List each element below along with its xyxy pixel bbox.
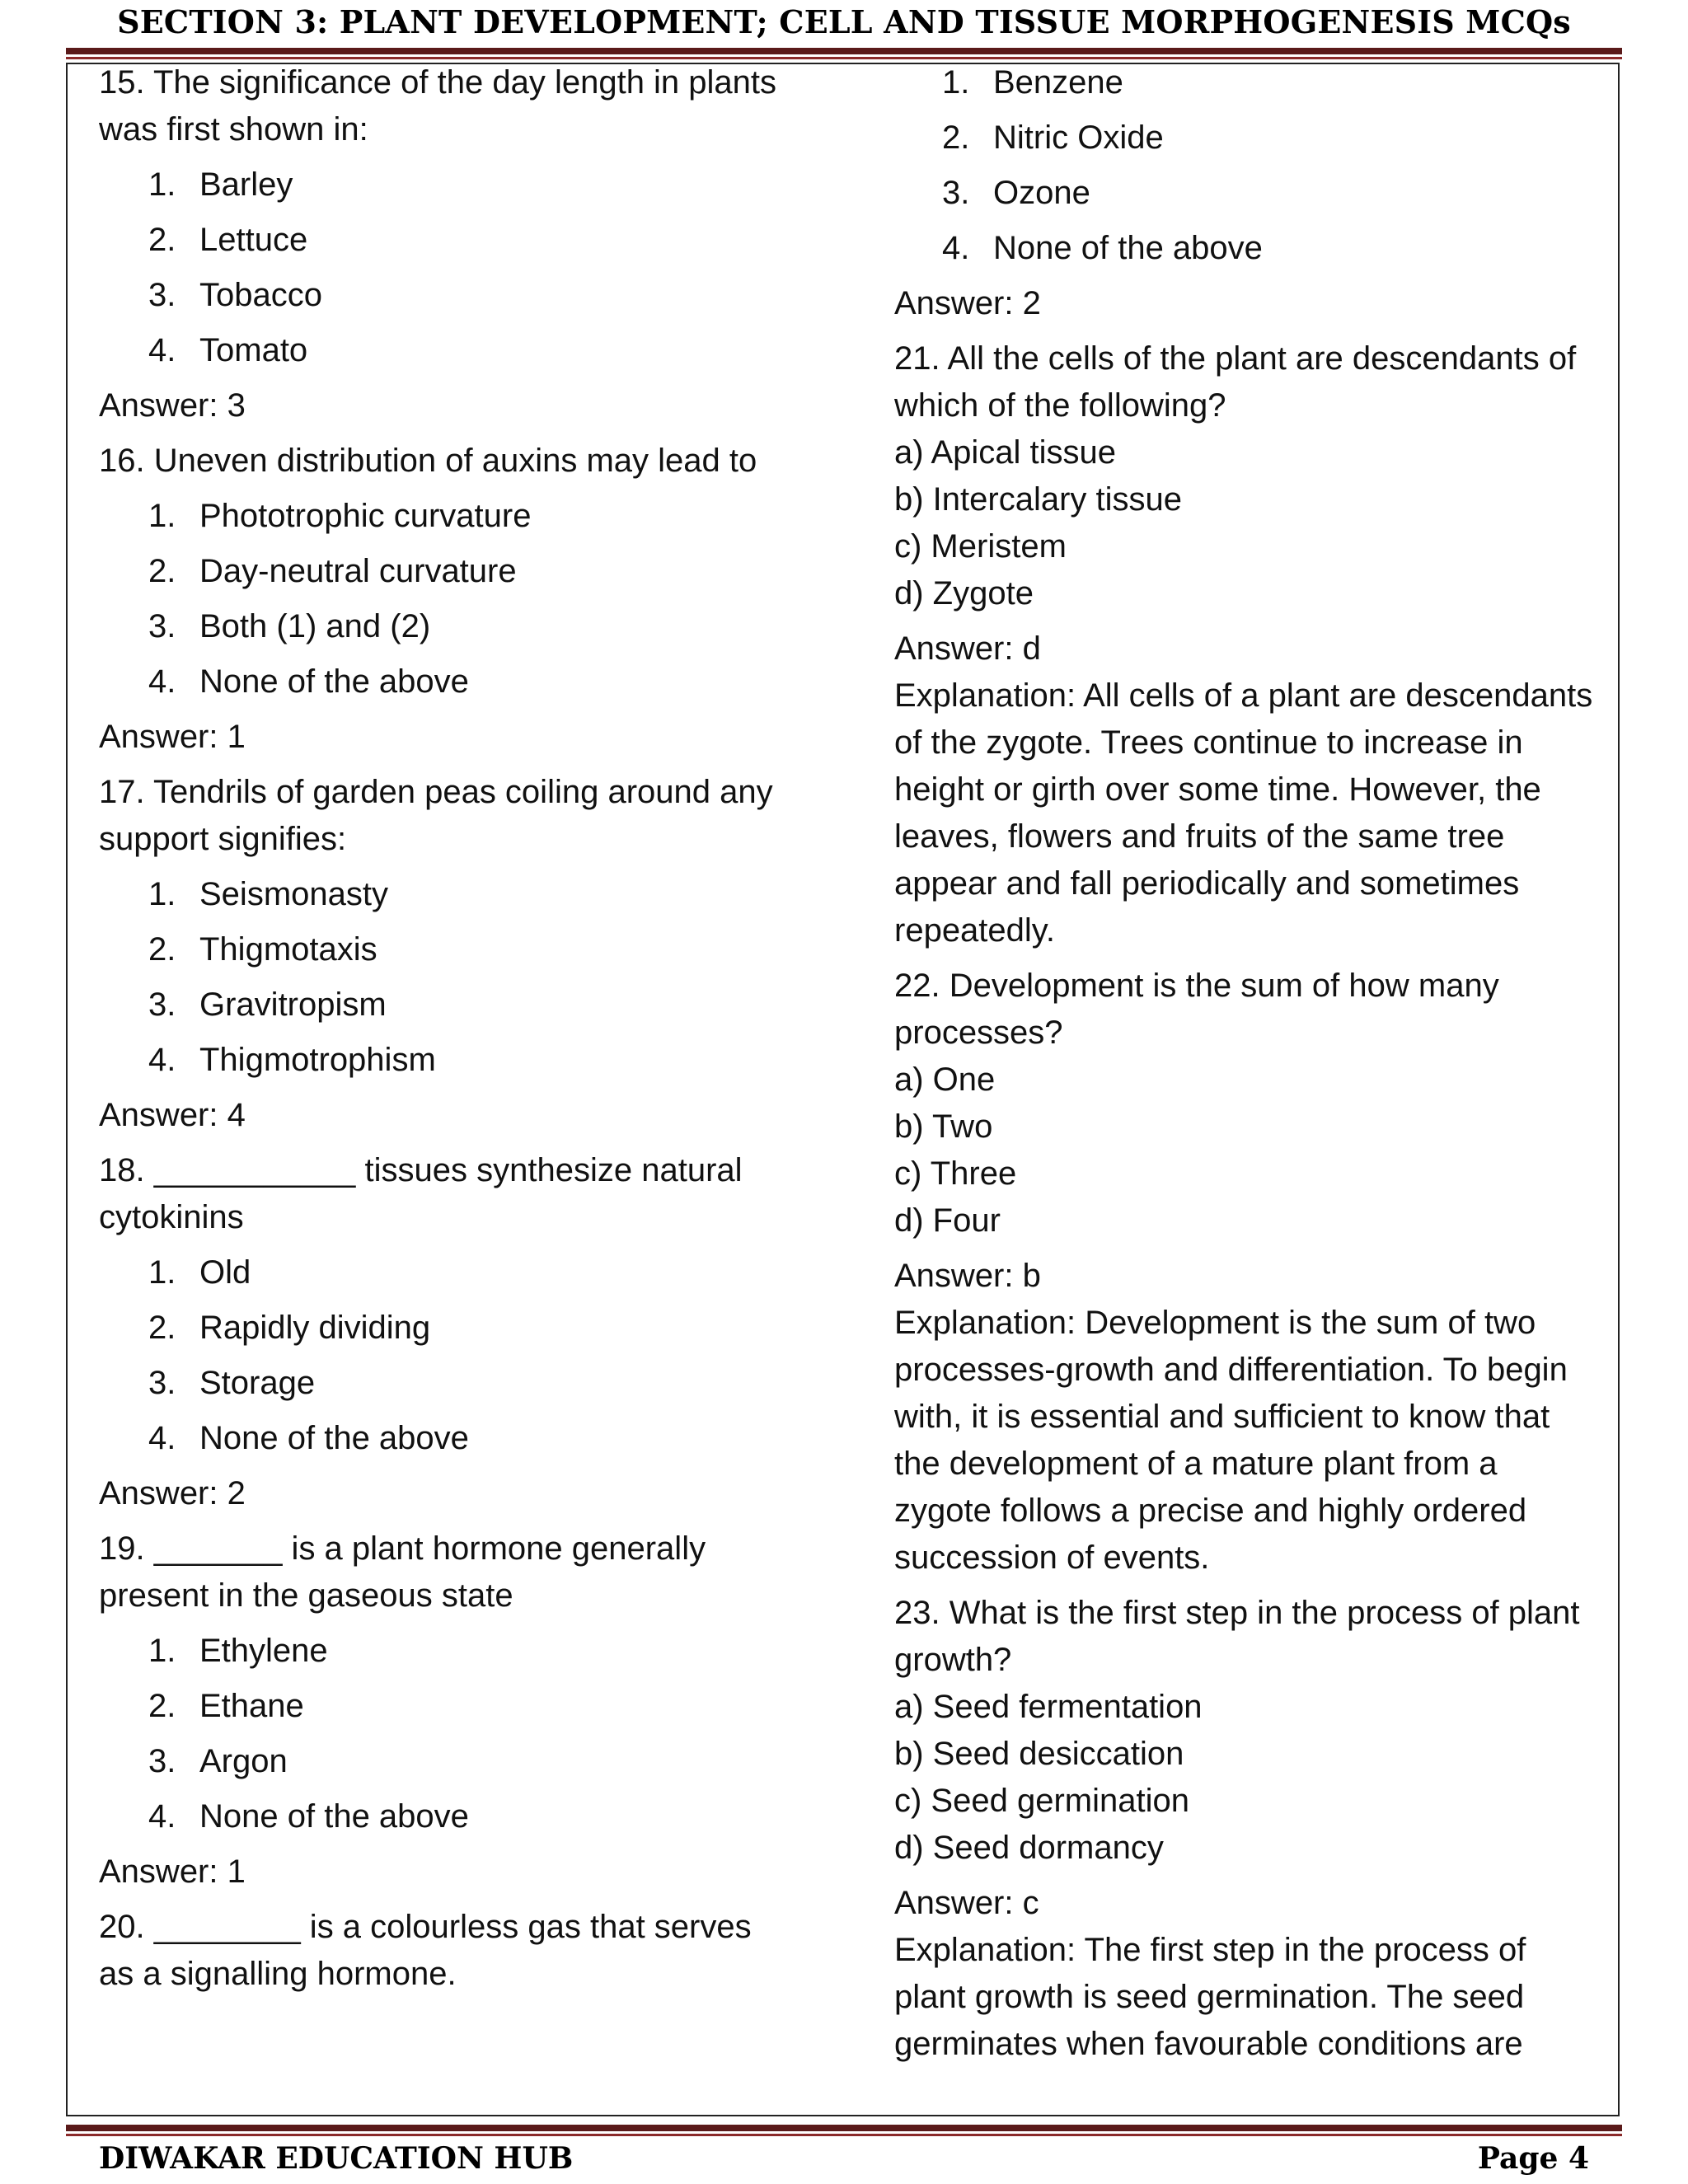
answer: Answer: b [894, 1258, 1041, 1294]
option: a) Seed fermentation [894, 1689, 1203, 1725]
question-18 [99, 1147, 791, 1517]
question-text: 23. What is the first step in the process of plant growth? [894, 1595, 1580, 1678]
question-17 [99, 769, 791, 1139]
question-16 [99, 438, 791, 761]
answer: Answer: 3 [99, 387, 246, 424]
option: 1. Barley [148, 166, 293, 203]
option: c) Seed germination [894, 1783, 1189, 1819]
left-column [99, 59, 791, 2006]
option: d) Zygote [894, 575, 1034, 612]
question-text: 16. Uneven distribution of auxins may lead to [99, 443, 757, 479]
option: d) Four [894, 1202, 1001, 1239]
page-title: SECTION 3: PLANT DEVELOPMENT; CELL AND TISSUE MORPHOGENESIS MCQs [117, 3, 1571, 40]
option: 3. Tobacco [148, 277, 322, 313]
option: 3. Argon [148, 1743, 288, 1779]
option: a) One [894, 1062, 996, 1098]
option: b) Two [894, 1108, 993, 1145]
question-15 [99, 59, 791, 429]
option: 1. Ethylene [148, 1633, 328, 1669]
footer-publisher: DIWAKAR EDUCATION HUB [99, 2141, 574, 2176]
explanation: Explanation: All cells of a plant are descendants of the zygote. Trees continue to increase in height or girth over some time. However, the leaves, flowers and fruits of the same tree appear and fall periodically and sometimes repeatedly. [894, 677, 1593, 949]
question-20 [99, 1904, 791, 1998]
question-text: 18. ___________ tissues synthesize natural cytokinins [99, 1152, 743, 1235]
question-text: 17. Tendrils of garden peas coiling around any support signifies: [99, 774, 773, 857]
answer: Answer: 1 [99, 1854, 246, 1890]
answer: Answer: 1 [99, 719, 246, 755]
option: 4. None of the above [148, 1798, 469, 1835]
option: 1. Phototrophic curvature [148, 498, 532, 534]
option: 1. Benzene [942, 64, 1123, 101]
option: c) Three [894, 1155, 1017, 1192]
question-20-options [894, 59, 1595, 327]
option: d) Seed dormancy [894, 1830, 1164, 1866]
question-text: 21. All the cells of the plant are descendants of which of the following? [894, 340, 1577, 424]
option: 2. Rapidly dividing [148, 1310, 431, 1346]
option: 4. Thigmotrophism [148, 1042, 436, 1078]
option: 4. None of the above [148, 1420, 469, 1456]
option: b) Seed desiccation [894, 1736, 1184, 1772]
option: 2. Day-neutral curvature [148, 553, 517, 589]
question-text: 22. Development is the sum of how many processes? [894, 968, 1499, 1051]
option: 3. Gravitropism [148, 987, 387, 1023]
answer: Answer: c [894, 1885, 1039, 1921]
option: c) Meristem [894, 528, 1067, 565]
question-19 [99, 1526, 791, 1896]
right-column [894, 59, 1595, 2076]
option: 1. Seismonasty [148, 876, 388, 912]
option: 4. None of the above [942, 230, 1263, 266]
question-text: 15. The significance of the day length in plants was first shown in: [99, 64, 777, 148]
option: a) Apical tissue [894, 434, 1117, 471]
option: 2. Ethane [148, 1688, 304, 1724]
footer-rule [66, 2125, 1622, 2136]
option: 3. Storage [148, 1365, 316, 1401]
option: 2. Nitric Oxide [942, 120, 1164, 156]
option: b) Intercalary tissue [894, 481, 1183, 518]
question-text: 20. ________ is a colourless gas that serves as a signalling hormone. [99, 1909, 752, 1992]
answer: Answer: 2 [99, 1475, 246, 1511]
header-rule [66, 48, 1622, 59]
option: 3. Both (1) and (2) [148, 608, 431, 644]
answer: Answer: 4 [99, 1097, 246, 1133]
explanation: Explanation: The first step in the process of plant growth is seed germination. The seed germinates when favourable conditions are [894, 1932, 1526, 2062]
option: 1. Old [148, 1254, 251, 1291]
answer: Answer: d [894, 630, 1041, 667]
page-number: Page 4 [1477, 2141, 1589, 2176]
question-text: 19. _______ is a plant hormone generally present in the gaseous state [99, 1530, 706, 1614]
option: 4. Tomato [148, 332, 308, 368]
option: 4. None of the above [148, 663, 469, 700]
answer: Answer: 2 [894, 285, 1041, 321]
option: 2. Thigmotaxis [148, 931, 377, 968]
option: 2. Lettuce [148, 222, 308, 258]
explanation: Explanation: Development is the sum of two processes-growth and differentiation. To begin with, it is essential and sufficient to know that the development of a mature plant from a zygote follows a precise and highly ordered succession of events. [894, 1305, 1568, 1576]
question-21 [894, 335, 1595, 954]
option: 3. Ozone [942, 175, 1090, 211]
question-22 [894, 963, 1595, 1582]
question-23 [894, 1590, 1595, 2068]
